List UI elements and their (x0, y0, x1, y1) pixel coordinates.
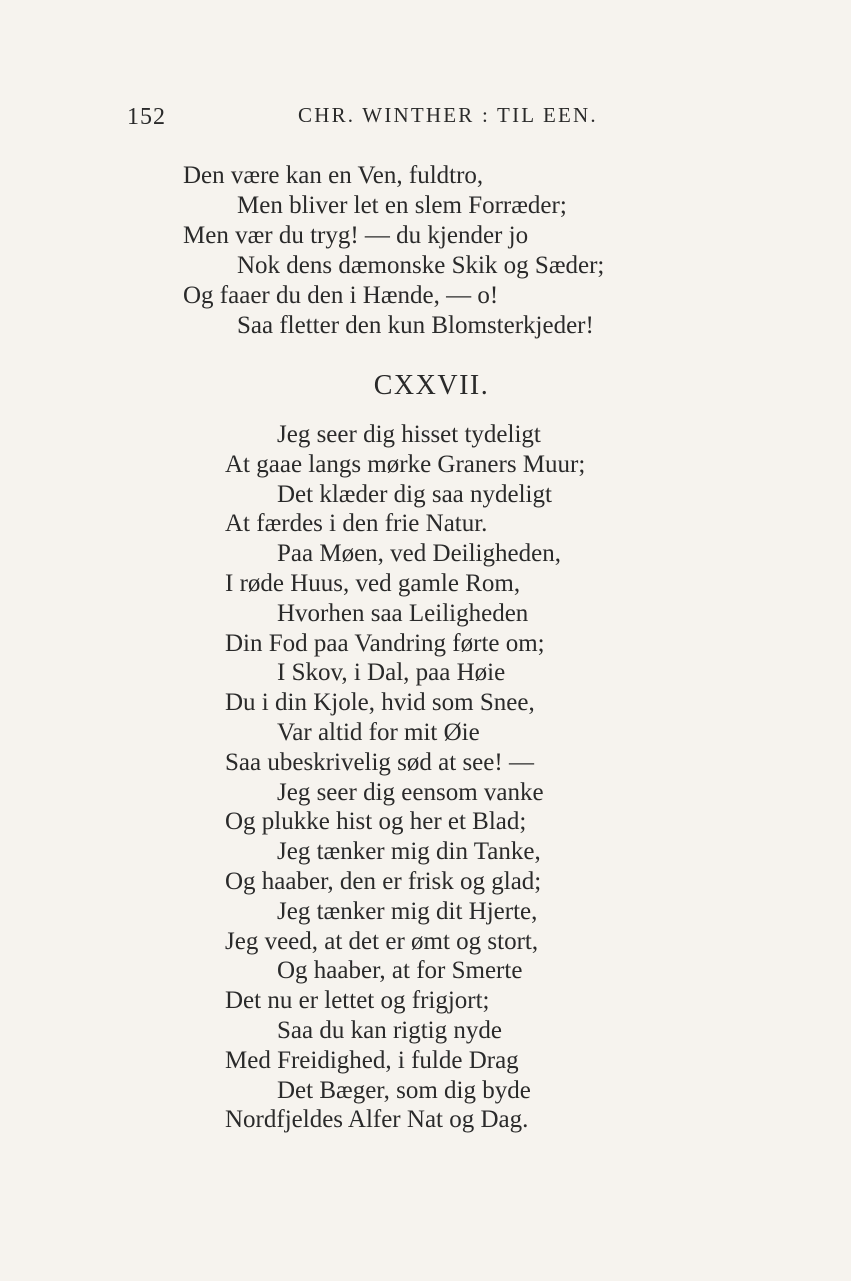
poem-line: Jeg seer dig hisset tydeligt (277, 421, 541, 448)
poem-line: At gaae langs mørke Graners Muur; (225, 450, 586, 478)
poem-line: Jeg tænker mig din Tanke, (277, 838, 541, 866)
poem-line: Hvorhen saa Leiligheden (277, 599, 529, 627)
poem-line: Jeg seer dig eensom vanke (277, 778, 544, 806)
poem-body (225, 420, 585, 1135)
poem-line: Og haaber, at for Smerte (277, 957, 523, 985)
poem-line: Saa ubeskrivelig sød at see! — (225, 748, 534, 776)
poem-line: Jeg veed, at det er ømt og stort, (225, 927, 539, 955)
stanza-top-line-6: Saa fletter den kun Blomsterkjeder! (237, 312, 594, 339)
stanza-top-line-1: Den være kan en Ven, fuldtro, (183, 162, 484, 189)
poem-line: Jeg tænker mig dit Hjerte, (277, 897, 538, 925)
stanza-top (183, 161, 604, 341)
section-title: CXXVII. (373, 370, 490, 401)
poem-line: Var altid for mit Øie (277, 718, 480, 746)
stanza-top-line-2: Men bliver let en slem Forræder; (237, 192, 567, 219)
stanza-top-line-4: Nok dens dæmonske Skik og Sæder; (237, 252, 605, 279)
stanza-top-line-3: Men vær du tryg! — du kjender jo (183, 222, 529, 249)
poem-line: Du i din Kjole, hvid som Snee, (225, 689, 535, 717)
poem-line: Og plukke hist og her et Blad; (225, 808, 527, 836)
poem-line: Nordfjeldes Alfer Nat og Dag. (225, 1106, 529, 1134)
poem-line: Paa Møen, ved Deiligheden, (277, 540, 561, 568)
poem-line: Det nu er lettet og frigjort; (225, 987, 490, 1015)
poem-line: Din Fod paa Vandring førte om; (225, 629, 545, 657)
poem-line: Det klæder dig saa nydeligt (277, 480, 552, 508)
poem-line: I røde Huus, ved gamle Rom, (225, 569, 521, 597)
page-number: 152 (127, 104, 166, 130)
poem-line: Med Freidighed, i fulde Drag (225, 1046, 519, 1074)
poem-line: At færdes i den frie Natur. (225, 510, 488, 538)
stanza-top-line-5: Og faaer du den i Hænde, — o! (183, 282, 499, 309)
poem-line: Det Bæger, som dig byde (277, 1076, 531, 1104)
poem-line: I Skov, i Dal, paa Høie (277, 659, 506, 687)
running-head: CHR. WINTHER : TIL EEN. (298, 103, 598, 127)
poem-line: Saa du kan rigtig nyde (277, 1016, 502, 1044)
poem-line: Og haaber, den er frisk og glad; (225, 867, 542, 895)
